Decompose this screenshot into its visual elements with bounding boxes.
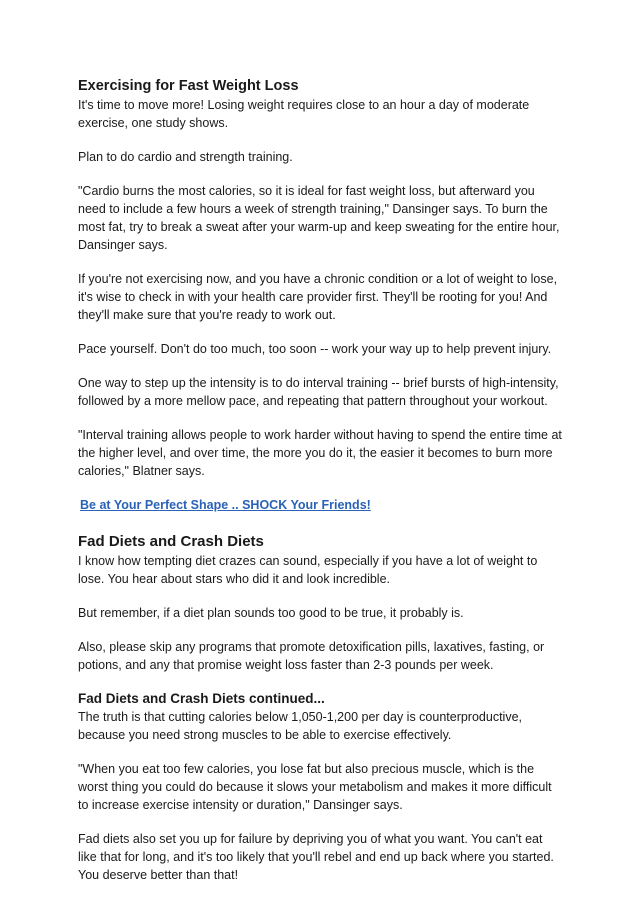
paragraph: Fad diets also set you up for failure by depriving you of what you want. You can't eat like that for long, and it's too likely that you'll rebel and end up back where you started. You deserve better than that! [78,832,554,882]
section-title-fad-diets: Fad Diets and Crash Diets [78,533,264,550]
paragraph: If you're not exercising now, and you have a chronic condition or a lot of weight to lose, it's wise to check in with your health care provider first. They'll be rooting for you! And they'll make sure that you're ready to work out. [78,272,558,322]
paragraph: "Interval training allows people to work harder without having to spend the entire time at the higher level, and over time, the more you do it, the easier it becomes to burn more calories," Blatner says. [78,428,562,478]
paragraph: Also, please skip any programs that promote detoxification pills, laxatives, fasting, or potions, and any that promise weight loss faster than 2-3 pounds per week. [78,640,545,672]
paragraph: "Cardio burns the most calories, so it is ideal for fast weight loss, but afterward you need to include a few hours a week of strength training," Dansinger says. To burn the most fat, try to break a sweat after your warm-up and keep sweating for the entire hour, Dansinger says. [78,184,560,252]
paragraph: "When you eat too few calories, you lose fat but also precious muscle, which is the worst thing you could do because it slows your metabolism and makes it more difficult to increase exercise intensity or duration," Dansinger says. [78,762,552,812]
document-page [78,76,564,884]
paragraph: I know how tempting diet crazes can sound, especially if you have a lot of weight to lose. You hear about stars who did it and look incredible. [78,554,538,586]
paragraph: Plan to do cardio and strength training. [78,150,293,164]
paragraph: Pace yourself. Don't do too much, too soon -- work your way up to help prevent injury. [78,342,552,356]
paragraph: But remember, if a diet plan sounds too good to be true, it probably is. [78,606,464,620]
promo-link[interactable]: Be at Your Perfect Shape .. SHOCK Your Friends! [80,498,371,512]
section-title-fad-diets-continued: Fad Diets and Crash Diets continued... [78,691,325,706]
paragraph: One way to step up the intensity is to do interval training -- brief bursts of high-intensity, followed by a more mellow pace, and repeating that pattern throughout your workout. [78,376,559,408]
paragraph: It's time to move more! Losing weight requires close to an hour a day of moderate exercise, one study shows. [78,98,530,130]
paragraph: The truth is that cutting calories below 1,050-1,200 per day is counterproductive, because you need strong muscles to be able to exercise effectively. [78,710,523,742]
section-title-exercising: Exercising for Fast Weight Loss [78,78,299,94]
